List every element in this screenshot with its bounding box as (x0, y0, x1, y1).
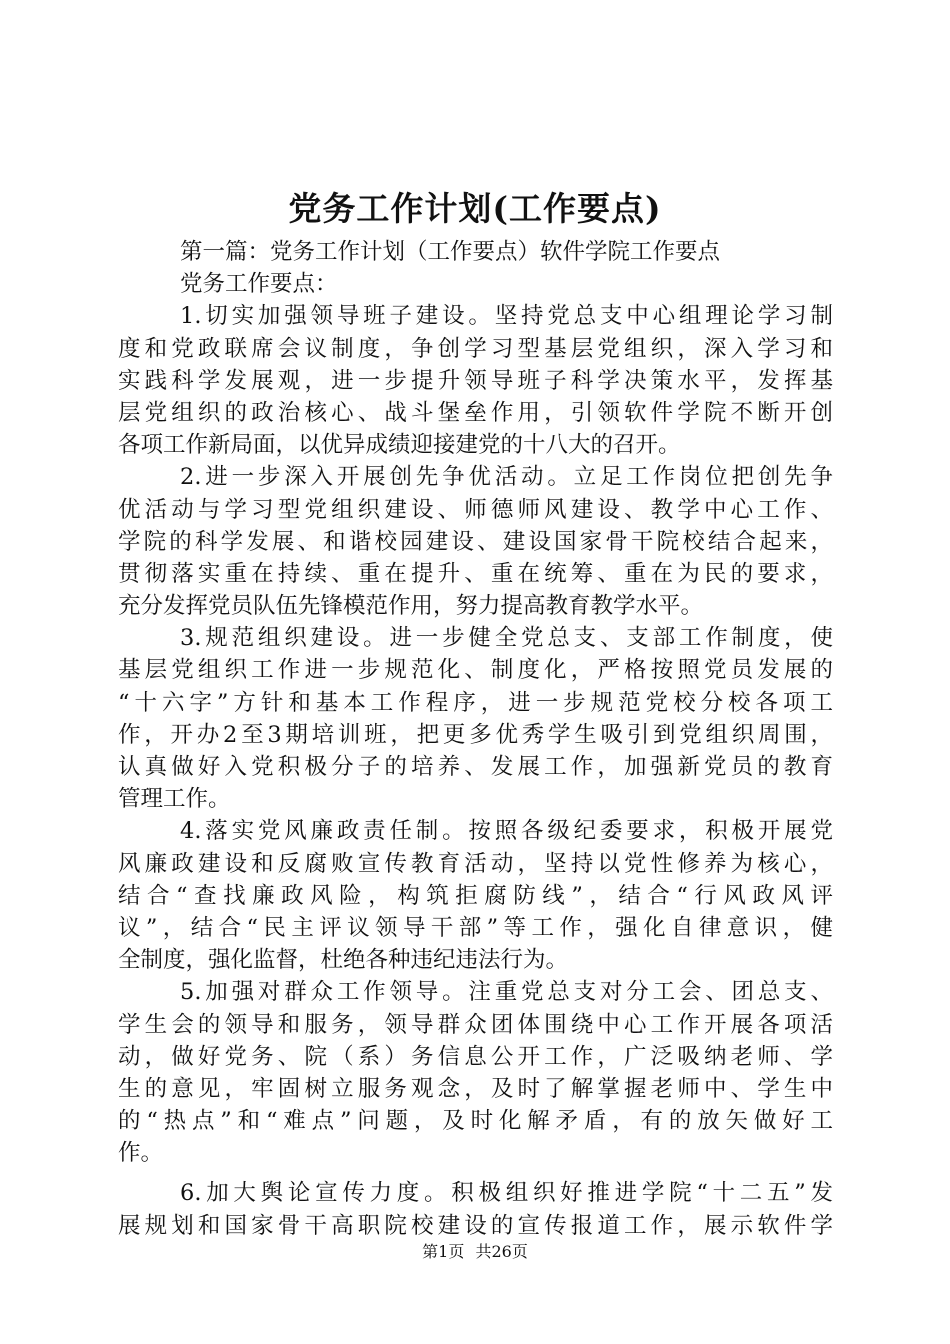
text-line: 党务工作要点： (180, 271, 338, 298)
text-line: 风廉政建设和反腐败宣传教育活动，坚持以党性修养为核心， (118, 850, 833, 877)
page-number: 第1页 (422, 1242, 465, 1261)
text-line: 各项工作新局面，以优异成绩迎接建党的十八大的召开。 (118, 432, 681, 459)
text-line: 基层党组织工作进一步规范化、制度化，严格按照党员发展的 (118, 657, 833, 684)
text-line: 优活动与学习型党组织建设、师德师风建设、教学中心工作、 (118, 496, 833, 523)
text-line: 6.加大舆论宣传力度。积极组织好推进学院“十二五”发 (180, 1180, 833, 1207)
document-body (118, 236, 833, 1242)
text-line: 展规划和国家骨干高职院校建设的宣传报道工作，展示软件学 (118, 1212, 833, 1239)
text-line: 议”，结合“民主评议领导干部”等工作，强化自律意识，健 (118, 914, 833, 941)
text-line: 的“热点”和“难点”问题，及时化解矛盾，有的放矢做好工 (118, 1108, 833, 1135)
text-line: 学院的科学发展、和谐校园建设、建设国家骨干院校结合起来， (118, 528, 833, 555)
text-line: 贯彻落实重在持续、重在提升、重在统筹、重在为民的要求， (118, 560, 833, 587)
text-line: 结合“查找廉政风险，构筑拒腐防线”，结合“行风政风评 (118, 882, 833, 909)
text-line: 作。 (118, 1140, 164, 1167)
text-line: 充分发挥党员队伍先锋模范作用，努力提高教育教学水平。 (118, 593, 704, 620)
text-line: 动，做好党务、院（系）务信息公开工作，广泛吸纳老师、学 (118, 1043, 833, 1070)
text-line: 5.加强对群众工作领导。注重党总支对分工会、团总支、 (180, 979, 833, 1006)
text-line: 层党组织的政治核心、战斗堡垒作用，引领软件学院不断开创 (118, 399, 833, 426)
text-line: 2.进一步深入开展创先争优活动。立足工作岗位把创先争 (180, 464, 833, 491)
text-line: 作，开办2至3期培训班，把更多优秀学生吸引到党组织周围， (118, 721, 833, 748)
text-line: 全制度，强化监督，杜绝各种违纪违法行为。 (118, 947, 569, 974)
text-line: 实践科学发展观，进一步提升领导班子科学决策水平，发挥基 (118, 367, 833, 394)
text-line: 学生会的领导和服务，领导群众团体围绕中心工作开展各项活 (118, 1011, 833, 1038)
text-line: 第一篇：党务工作计划（工作要点）软件学院工作要点 (180, 239, 721, 265)
text-line: 生的意见，牢固树立服务观念，及时了解掌握老师中、学生中 (118, 1075, 833, 1102)
text-line: 度和党政联席会议制度，争创学习型基层党组织，深入学习和 (118, 335, 833, 362)
text-line: 认真做好入党积极分子的培养、发展工作，加强新党员的教育 (118, 754, 833, 780)
text-line: 1.切实加强领导班子建设。坚持党总支中心组理论学习制 (180, 303, 833, 330)
text-line: 管理工作。 (118, 786, 231, 813)
text-line: “十六字”方针和基本工作程序，进一步规范党校分校各项工 (118, 689, 833, 716)
document-title: 党务工作计划(工作要点) (288, 189, 662, 228)
text-line: 4.落实党风廉政责任制。按照各级纪委要求，积极开展党 (180, 818, 833, 845)
text-line: 3.规范组织建设。进一步健全党总支、支部工作制度，使 (180, 625, 833, 652)
page-total: 共26页 (475, 1242, 528, 1261)
page-footer (0, 1240, 950, 1264)
